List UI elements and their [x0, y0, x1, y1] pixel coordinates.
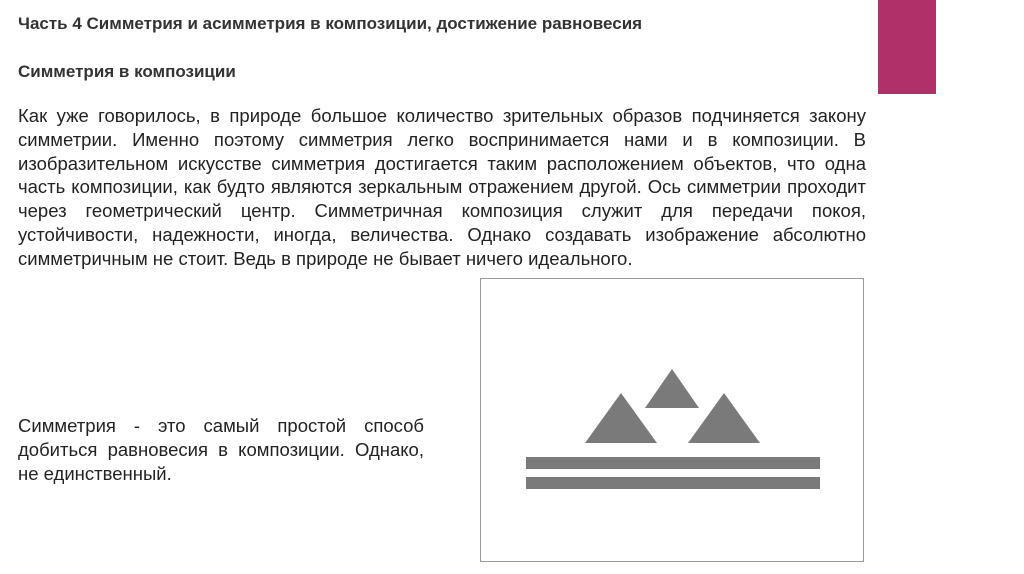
accent-bar: [878, 0, 936, 94]
horizon-line-upper: [526, 457, 820, 469]
triangle-top: [645, 369, 699, 408]
triangle-left: [585, 393, 657, 443]
main-paragraph: Как уже говорилось, в природе большое количество зрительных образов подчиняется закону симметрии. Именно поэтому симметрия легко воспринимается нами и в композиции. В изобразительном искусстве симметрия достигается таким расположением объектов, что одна часть композиции, как будто являются зеркальным отражением другой. Ось симметрии проходит через геометрический центр. Симметричная композиция служит для передачи покоя, устойчивости, надежности, иногда, величества. Однако создавать изображение абсолютно симметричным не стоит. Ведь в природе не бывает ничего идеального.: [18, 105, 866, 269]
triangle-right: [688, 393, 760, 443]
symmetry-drawing: [481, 279, 865, 563]
symmetry-illustration: [480, 278, 864, 562]
side-paragraph: Симметрия - это самый простой способ добиться равновесия в композиции. Однако, не единственный.: [18, 415, 424, 484]
horizon-line-lower: [526, 477, 820, 489]
slide-subtitle: Симметрия в композиции: [18, 62, 236, 81]
slide-title: Часть 4 Симметрия и асимметрия в композиции, достижение равновесия: [18, 14, 643, 33]
